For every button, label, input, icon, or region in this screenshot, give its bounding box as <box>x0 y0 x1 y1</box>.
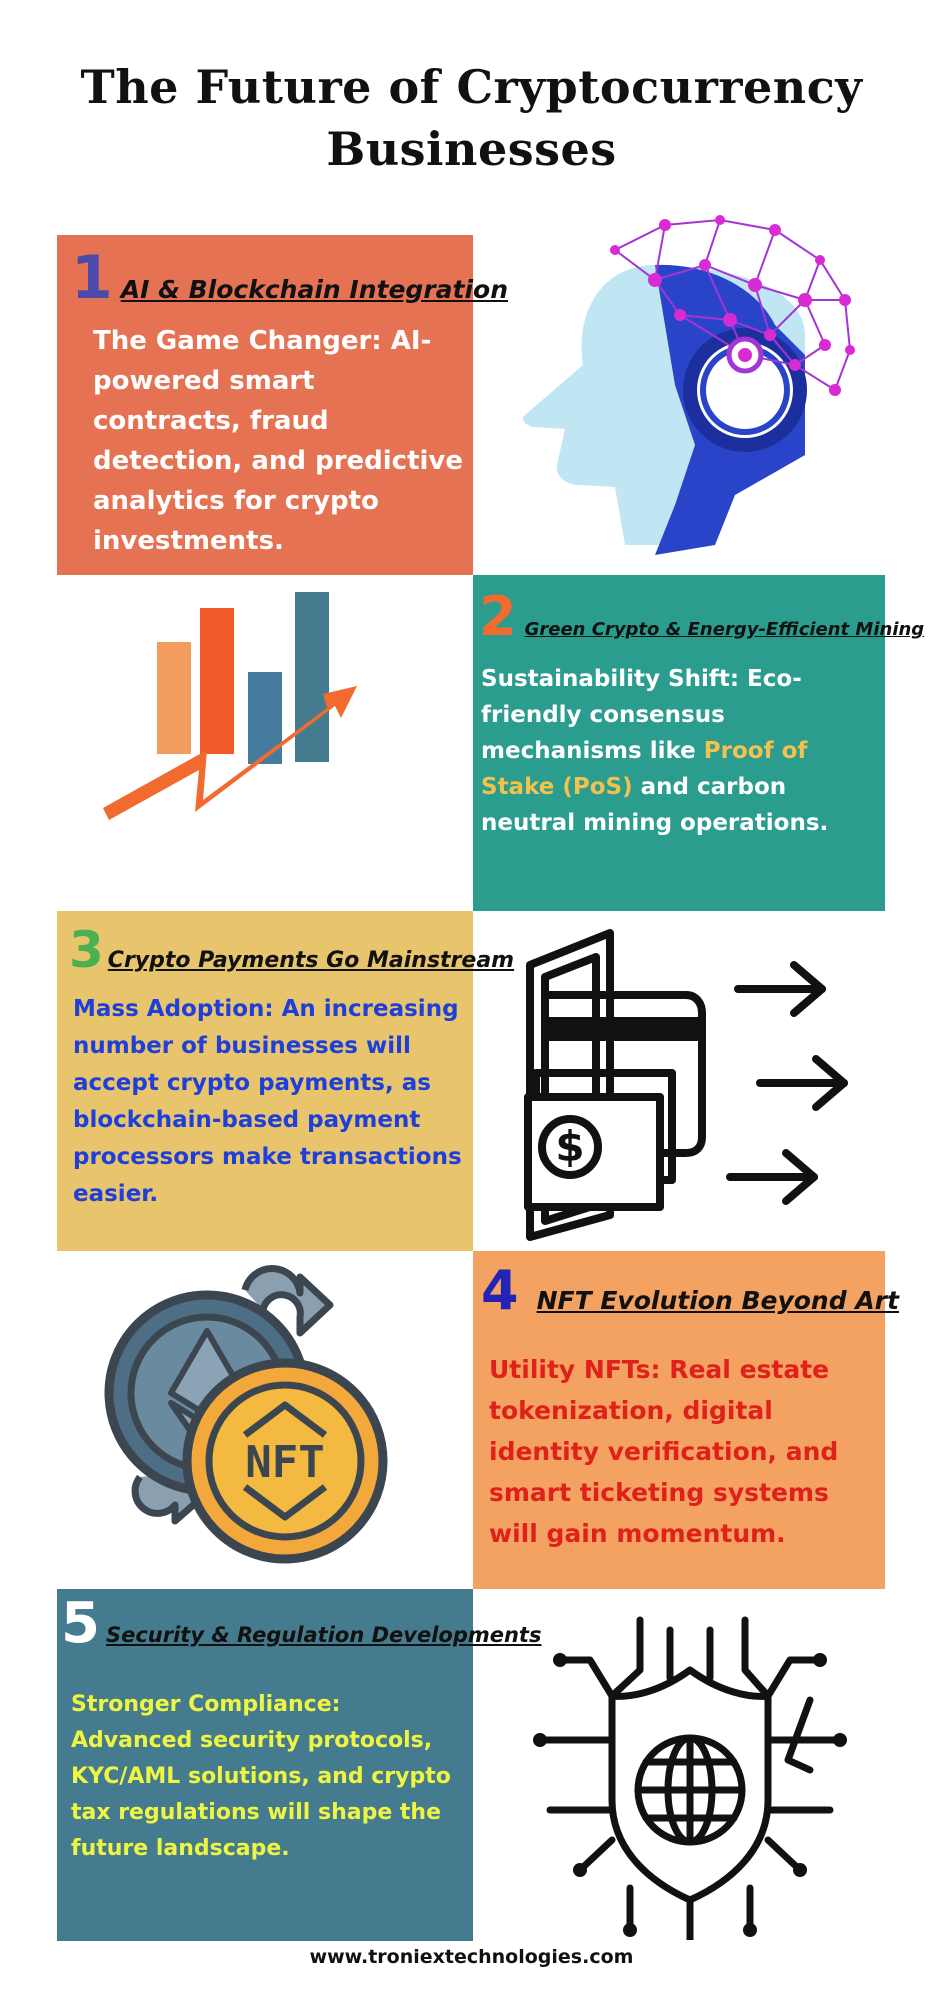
cyber-security-shield-icon <box>520 1600 860 1940</box>
section-5-text: Stronger Compliance: Advanced security protocols, KYC/AML solutions, and crypto tax regulations will shape the future landscape. <box>71 1692 451 1861</box>
section-2-text-highlight: Proof of Stake (PoS) <box>481 738 808 800</box>
section-5-heading <box>61 1591 541 1656</box>
section-4-heading <box>481 1259 899 1322</box>
section-2-title: Green Crypto & Energy-Efficient Mining <box>524 619 925 640</box>
section-3-number: 3 <box>69 921 104 979</box>
section-2-text <box>481 661 881 841</box>
section-2-number: 2 <box>479 585 517 648</box>
page-title <box>0 56 943 180</box>
section-4-number: 4 <box>481 1259 519 1322</box>
svg-text:$: $ <box>555 1122 585 1171</box>
nft-coin-exchange-icon <box>95 1265 395 1565</box>
svg-text:NFT: NFT <box>245 1437 325 1488</box>
section-3-heading <box>69 921 514 979</box>
section-2-text-before: Sustainability Shift: Eco-friendly consensus mechanisms like <box>481 666 802 764</box>
section-1-title: AI & Blockchain Integration <box>120 275 509 304</box>
section-4-text: Utility NFTs: Real estate tokenization, digital identity verification, and smart ticketing systems will gain momentum. <box>489 1355 839 1548</box>
section-3-panel <box>57 911 515 1251</box>
section-5-title: Security & Regulation Developments <box>105 1623 542 1647</box>
section-4-panel <box>473 1251 899 1589</box>
section-2-text-after: and carbon neutral mining operations. <box>481 774 829 836</box>
growth-bar-chart-icon <box>95 590 415 830</box>
title-line-1: The Future of Cryptocurrency <box>80 60 863 114</box>
section-1-text: The Game Changer: AI-powered smart contracts, fraud detection, and predictive analytics for crypto investments. <box>93 326 464 556</box>
section-1-heading <box>71 243 508 313</box>
wallet-payment-icon <box>500 925 860 1245</box>
section-5-number: 5 <box>61 1591 100 1656</box>
section-2-heading <box>479 585 924 648</box>
section-3-title: Crypto Payments Go Mainstream <box>107 948 515 973</box>
section-2-panel <box>473 575 925 911</box>
section-1-number: 1 <box>71 243 113 313</box>
section-5-panel <box>57 1589 542 1941</box>
footer-website: www.troniextechnologies.com <box>309 1946 634 1968</box>
section-4-title: NFT Evolution Beyond Art <box>536 1286 899 1315</box>
section-3-text: Mass Adoption: An increasing number of businesses will accept crypto payments, as blockchain-based payment processors make transactions easier. <box>73 996 462 1207</box>
title-line-2: Businesses <box>326 122 617 176</box>
ai-robot-head-icon <box>505 205 865 565</box>
section-1-panel <box>57 235 509 575</box>
